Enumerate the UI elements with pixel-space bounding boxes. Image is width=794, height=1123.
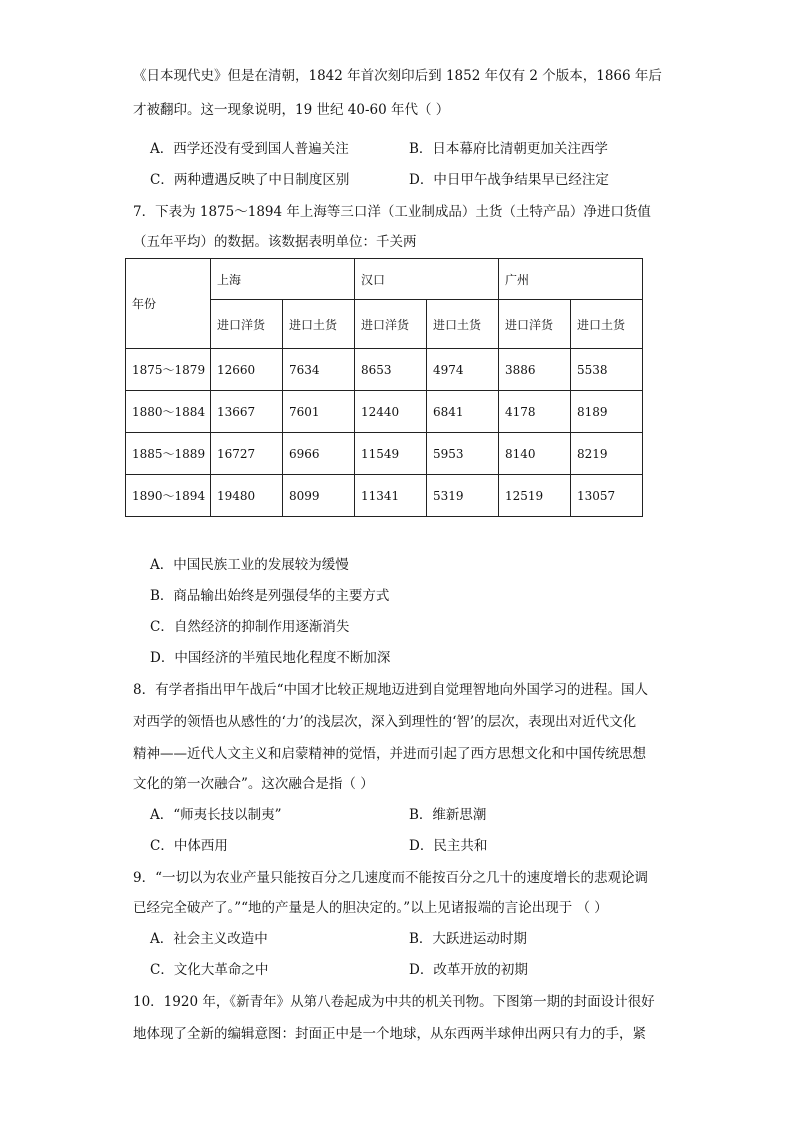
value-cell: 5538 [571,349,643,391]
year-cell: 1890～1894 [126,475,211,517]
table-header-row [126,259,643,300]
value-cell: 13667 [211,391,283,433]
q8-option-a[interactable]: A．“师夷长技以制夷” [150,807,282,823]
value-cell: 7601 [283,391,355,433]
q8-option-d[interactable]: D．民主共和 [409,838,488,854]
year-cell: 1885～1889 [126,433,211,475]
value-cell: 4974 [427,349,499,391]
value-cell: 8219 [571,433,643,475]
value-cell: 8189 [571,391,643,433]
q7-option-a[interactable]: A．中国民族工业的发展较为缓慢 [150,557,349,573]
q6-option-d[interactable]: D．中日甲午战争结果早已经注定 [409,172,609,188]
table-row [126,349,643,391]
q7-option-c[interactable]: C．自然经济的抑制作用逐渐消失 [150,619,350,635]
q10-stem-line-2: 地体现了全新的编辑意图：封面正中是一个地球，从东西两半球伸出两只有力的手，紧 [133,1026,646,1042]
year-cell: 1880～1884 [126,391,211,433]
q7-stem-line-2: （五年平均）的数据。该数据表明单位：千关两 [133,234,417,250]
value-cell: 6841 [427,391,499,433]
q8-stem-line-1: 8．有学者指出甲午战后“中国才比较正规地迈进到自觉理智地向外国学习的进程。国人 [133,682,648,698]
q9-option-b[interactable]: B．大跃进运动时期 [409,931,527,947]
value-cell: 7634 [283,349,355,391]
year-header: 年份 [126,259,211,349]
value-cell: 4178 [499,391,571,433]
subheader-cell: 进口土货 [283,300,355,349]
q6-option-c[interactable]: C．两种遭遇反映了中日制度区别 [150,172,350,188]
q8-stem-line-4: 文化的第一次融合”。这次融合是指（ ） [133,776,374,792]
q6-option-b[interactable]: B．日本幕府比清朝更加关注西学 [409,141,608,157]
city-header-shanghai: 上海 [211,259,355,300]
subheader-cell: 进口洋货 [499,300,571,349]
q7-stem-line-1: 7．下表为 1875～1894 年上海等三口洋（工业制成品）土货（土特产品）净进口货值 [133,204,651,220]
q9-option-a[interactable]: A．社会主义改造中 [150,931,268,947]
value-cell: 3886 [499,349,571,391]
table-row [126,433,643,475]
table-row [126,391,643,433]
q8-stem-line-2: 对西学的领悟也从感性的‘力’的浅层次，深入到理性的‘智’的层次，表现出对近代文化 [133,714,637,730]
q8-option-b[interactable]: B．维新思潮 [409,807,487,823]
value-cell: 5319 [427,475,499,517]
q9-stem-line-1: 9．“一切以为农业产量只能按百分之几速度而不能按百分之几十的速度增长的悲观论调 [133,870,648,886]
q9-option-c[interactable]: C．文化大革命之中 [150,962,269,978]
q9-option-d[interactable]: D．改革开放的初期 [409,962,528,978]
subheader-cell: 进口洋货 [355,300,427,349]
value-cell: 8140 [499,433,571,475]
value-cell: 6966 [283,433,355,475]
year-cell: 1875～1879 [126,349,211,391]
value-cell: 8099 [283,475,355,517]
q7-option-d[interactable]: D．中国经济的半殖民地化程度不断加深 [150,650,391,666]
value-cell: 11549 [355,433,427,475]
city-header-hankou: 汉口 [355,259,499,300]
subheader-cell: 进口土货 [427,300,499,349]
value-cell: 12519 [499,475,571,517]
q8-stem-line-3: 精神——近代人文主义和启蒙精神的觉悟，并进而引起了西方思想文化和中国传统思想 [133,746,646,762]
q6-stem-line-2: 才被翻印。这一现象说明，19 世纪 40-60 年代（ ） [133,102,450,118]
value-cell: 12660 [211,349,283,391]
value-cell: 16727 [211,433,283,475]
q9-stem-line-2: 已经完全破产了。”“地的产量是人的胆决定的。”以上见诸报端的言论出现于 （ ） [133,900,608,916]
q10-stem-line-1: 10．1920 年，《新青年》从第八卷起成为中共的机关刊物。下图第一期的封面设计很好 [133,994,655,1010]
q6-option-a[interactable]: A．西学还没有受到国人普遍关注 [150,141,349,157]
value-cell: 12440 [355,391,427,433]
value-cell: 8653 [355,349,427,391]
subheader-cell: 进口土货 [571,300,643,349]
subheader-cell: 进口洋货 [211,300,283,349]
trade-data-table [125,258,643,517]
value-cell: 11341 [355,475,427,517]
q7-option-b[interactable]: B．商品输出始终是列强侵华的主要方式 [150,588,390,604]
value-cell: 19480 [211,475,283,517]
q6-stem-line-1: 《日本现代史》但是在清朝，1842 年首次刻印后到 1852 年仅有 2 个版本，1866 年后 [133,68,662,84]
value-cell: 13057 [571,475,643,517]
value-cell: 5953 [427,433,499,475]
q8-option-c[interactable]: C．中体西用 [150,838,228,854]
city-header-guangzhou: 广州 [499,259,643,300]
table-row [126,475,643,517]
